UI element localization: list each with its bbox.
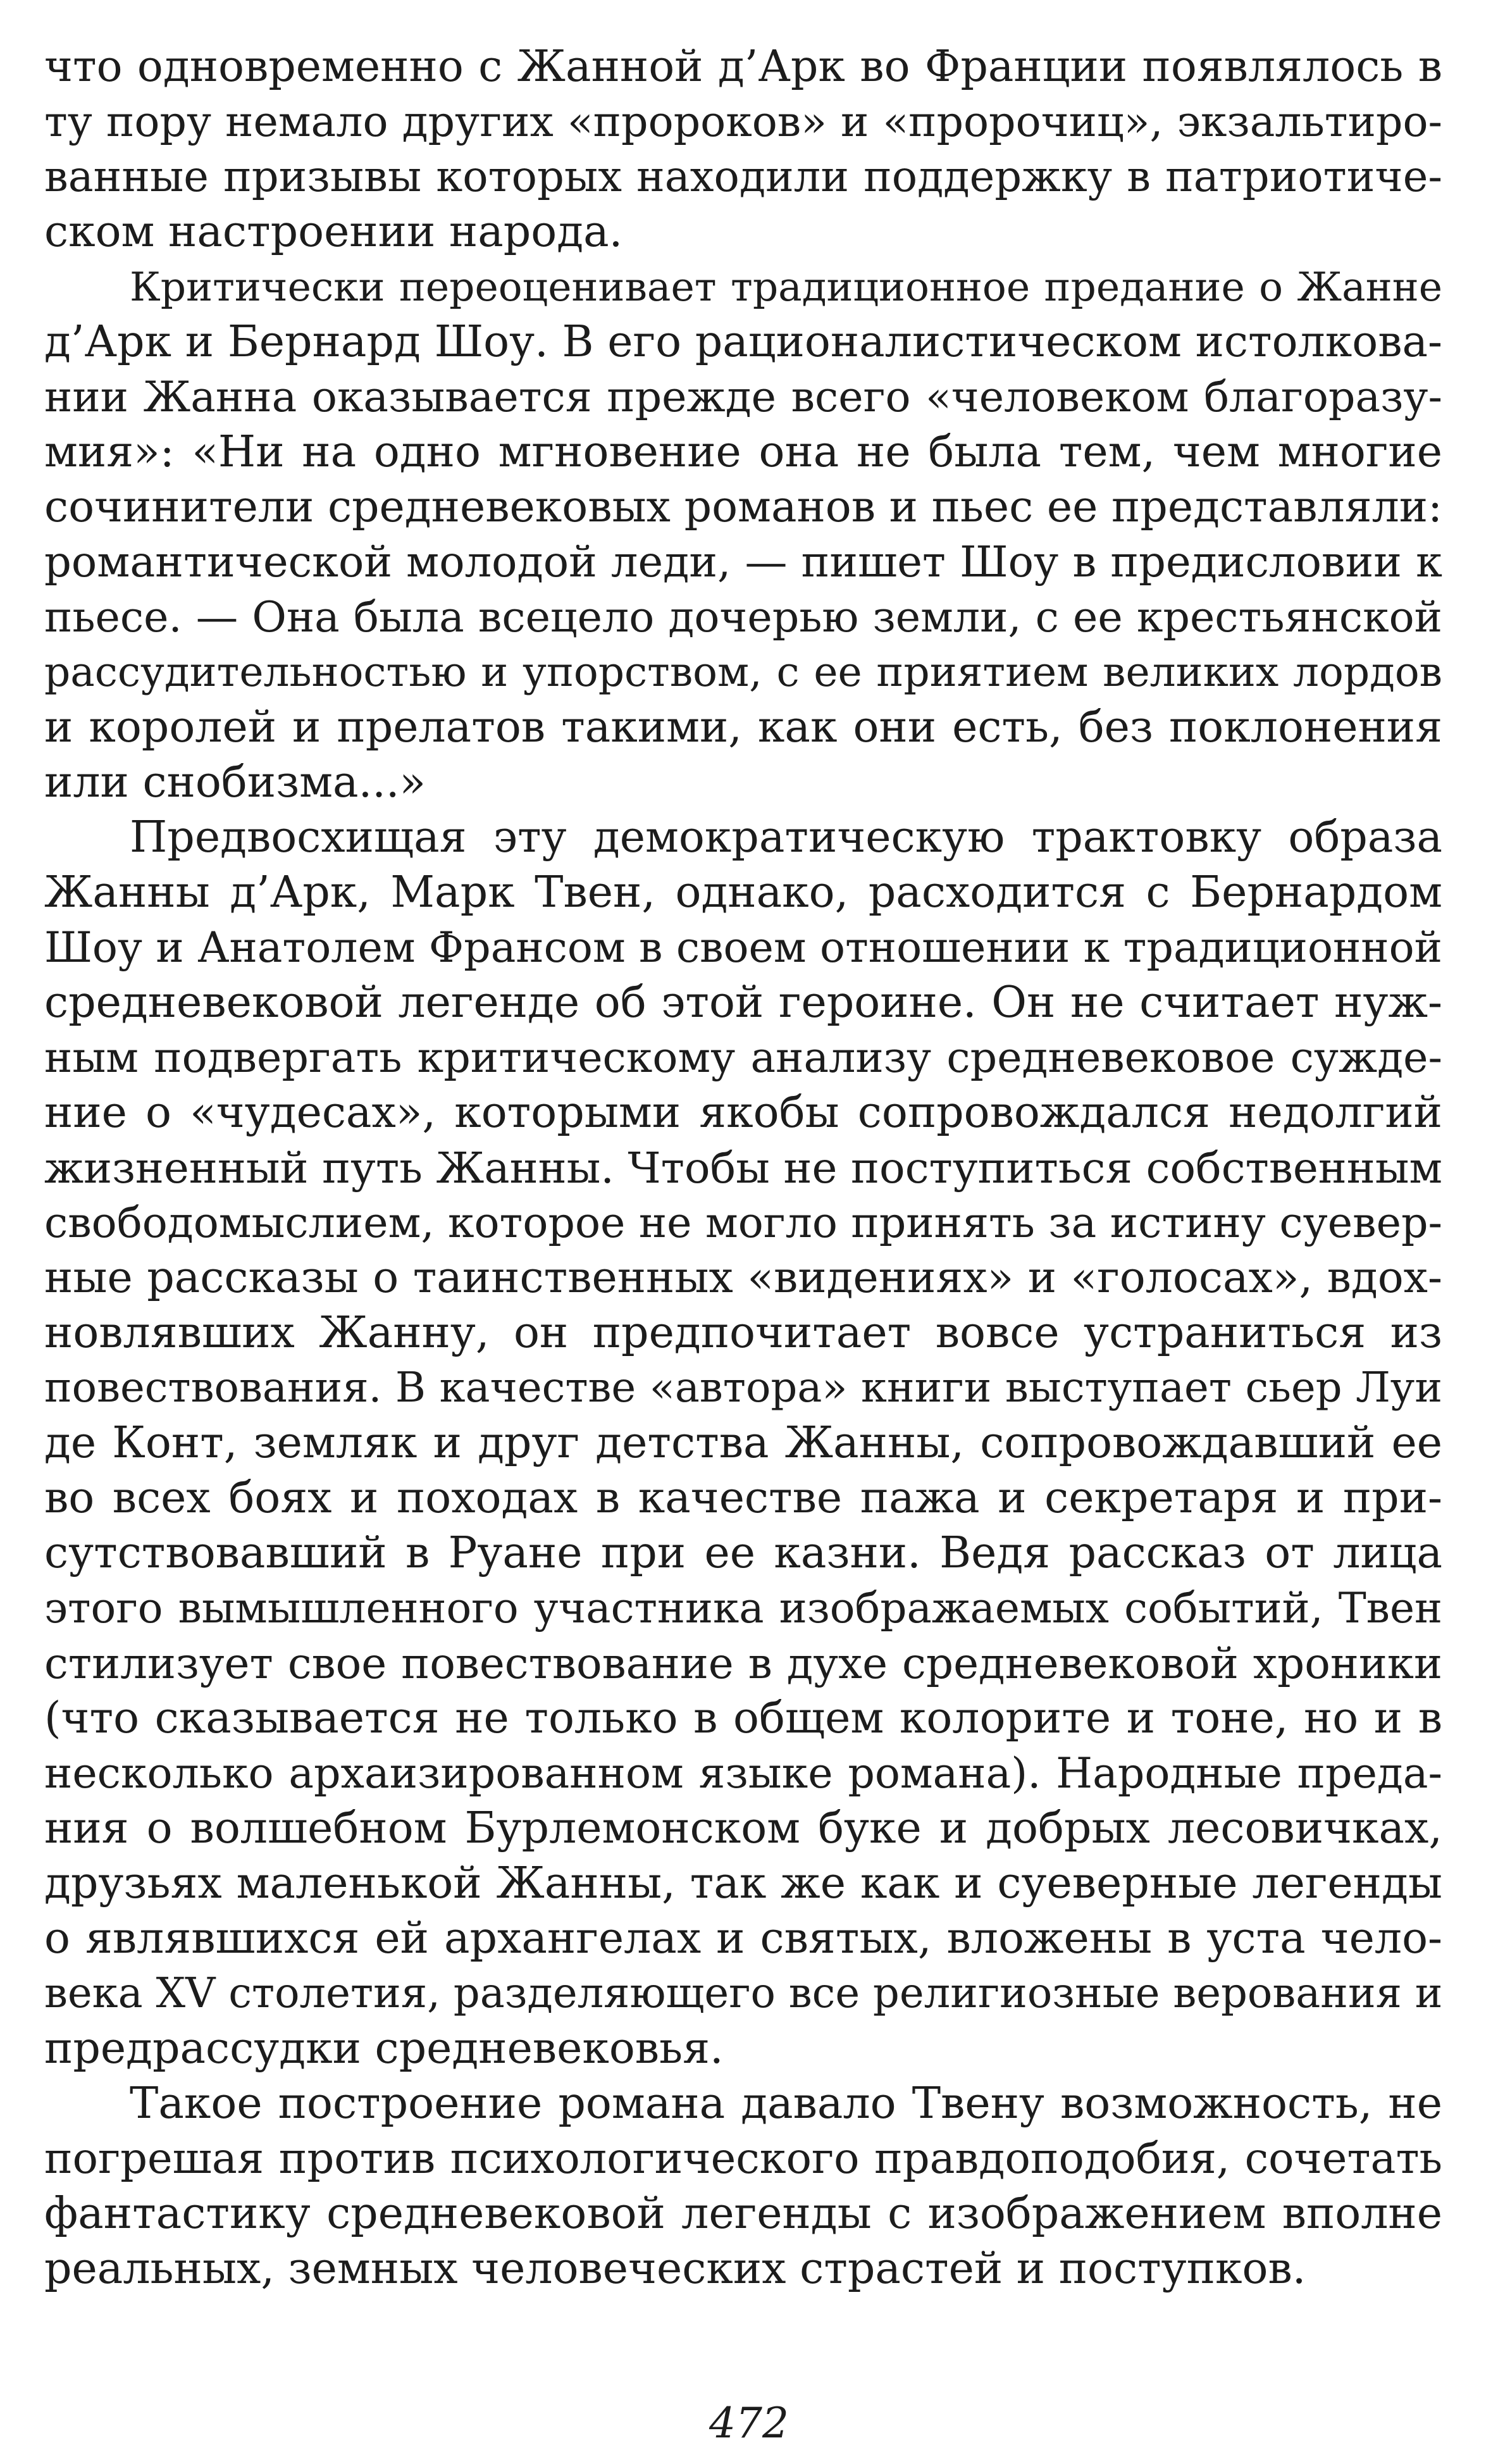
text-line: де Конт, земляк и друг детства Жанны, сопровождавший ее [44,1418,1442,1468]
text-line: и королей и прелатов такими, как они есть, без поклонения [44,702,1442,752]
paragraph [44,259,1442,810]
text-line: о являвшихся ей архангелах и святых, вложены в уста чело- [44,1913,1442,1963]
paragraph [44,810,1442,2076]
paragraph [44,39,1442,259]
text-line: пьесе. — Она была всецело дочерью земли, с ее крестьянской [44,592,1442,642]
text-line: Жанны д’Арк, Марк Твен, однако, расходится с Бернардом [44,868,1442,918]
text-line: нии Жанна оказывается прежде всего «человеком благоразу- [44,372,1442,421]
text-line: Такое построение романа давало Твену возможность, не [130,2079,1442,2129]
text-line: предрассудки средневековья. [44,2024,724,2074]
text-line: или снобизма...» [44,757,426,807]
text-line: ным подвергать критическому анализу средневековое сужде- [44,1033,1442,1082]
text-line: стилизует свое повествование в духе средневековой хроники [44,1638,1442,1688]
text-line: романтической молодой леди, — пишет Шоу в предисловии к [44,537,1442,587]
text-line: этого вымышленного участника изображаемых событий, Твен [44,1584,1442,1633]
text-line: фантастику средневековой легенды с изображением вполне [44,2189,1442,2239]
paragraph [44,2076,1442,2296]
text-line: рассудительностью и упорством, с ее приятием великих лордов [44,649,1442,696]
text-line: века XV столетия, разделяющего все религиозные верования и [44,1969,1442,2017]
text-line: ние о «чудесах», которыми якобы сопровождался недолгий [44,1088,1442,1138]
text-line: во всех боях и походах в качестве пажа и секретаря и при- [44,1473,1442,1523]
text-line: Шоу и Анатолем Франсом в своем отношении к традиционной [44,923,1442,972]
text-line: д’Арк и Бернард Шоу. В его рационалистическом истолкова- [44,317,1442,367]
text-line: ния о волшебном Бурлемонском буке и добрых лесовичках, [44,1803,1442,1853]
text-line: ные рассказы о таинственных «видениях» и «голосах», вдох- [44,1253,1442,1303]
text-line: жизненный путь Жанны. Чтобы не поступиться собственным [44,1143,1442,1193]
text-line: погрешая против психологического правдоподобия, сочетать [44,2134,1442,2183]
text-line: повествования. В качестве «автора» книги выступает сьер Луи [44,1364,1442,1412]
text-line: сутствовавший в Руане при ее казни. Ведя рассказ от лица [44,1528,1442,1578]
page-number: 472 [709,2399,789,2448]
text-line: несколько архаизированном языке романа). Народные преда- [44,1748,1442,1798]
text-line: друзьях маленькой Жанны, так же как и суеверные легенды [44,1858,1442,1908]
text-line: Критически переоценивает традиционное предание о Жанне [130,264,1442,310]
text-line: мия»: «Ни на одно мгновение она не была тем, чем многие [44,427,1442,477]
text-line: сочинители средневековых романов и пьес ее представляли: [44,482,1442,532]
text-line: ванные призывы которых находили поддержку в патриотиче- [44,152,1442,201]
text-line: новлявших Жанну, он предпочитает вовсе устраниться из [44,1308,1442,1358]
text-line: ту пору немало других «пророков» и «пророчиц», экзальтиро- [44,97,1442,146]
text-line: свободомыслием, которое не могло принять за истину суевер- [44,1198,1442,1247]
text-line: Предвосхищая эту демократическую трактовку образа [130,812,1442,862]
page-body [44,39,1442,2296]
text-line: ском настроении народа. [44,207,623,257]
text-line: реальных, земных человеческих страстей и поступков. [44,2244,1306,2294]
text-line: средневековой легенде об этой героине. Он не считает нуж- [44,978,1442,1028]
text-line: (что сказывается не только в общем колорите и тоне, но и в [44,1693,1442,1743]
text-line: что одновременно с Жанной д’Арк во Франции появлялось в [44,42,1442,92]
